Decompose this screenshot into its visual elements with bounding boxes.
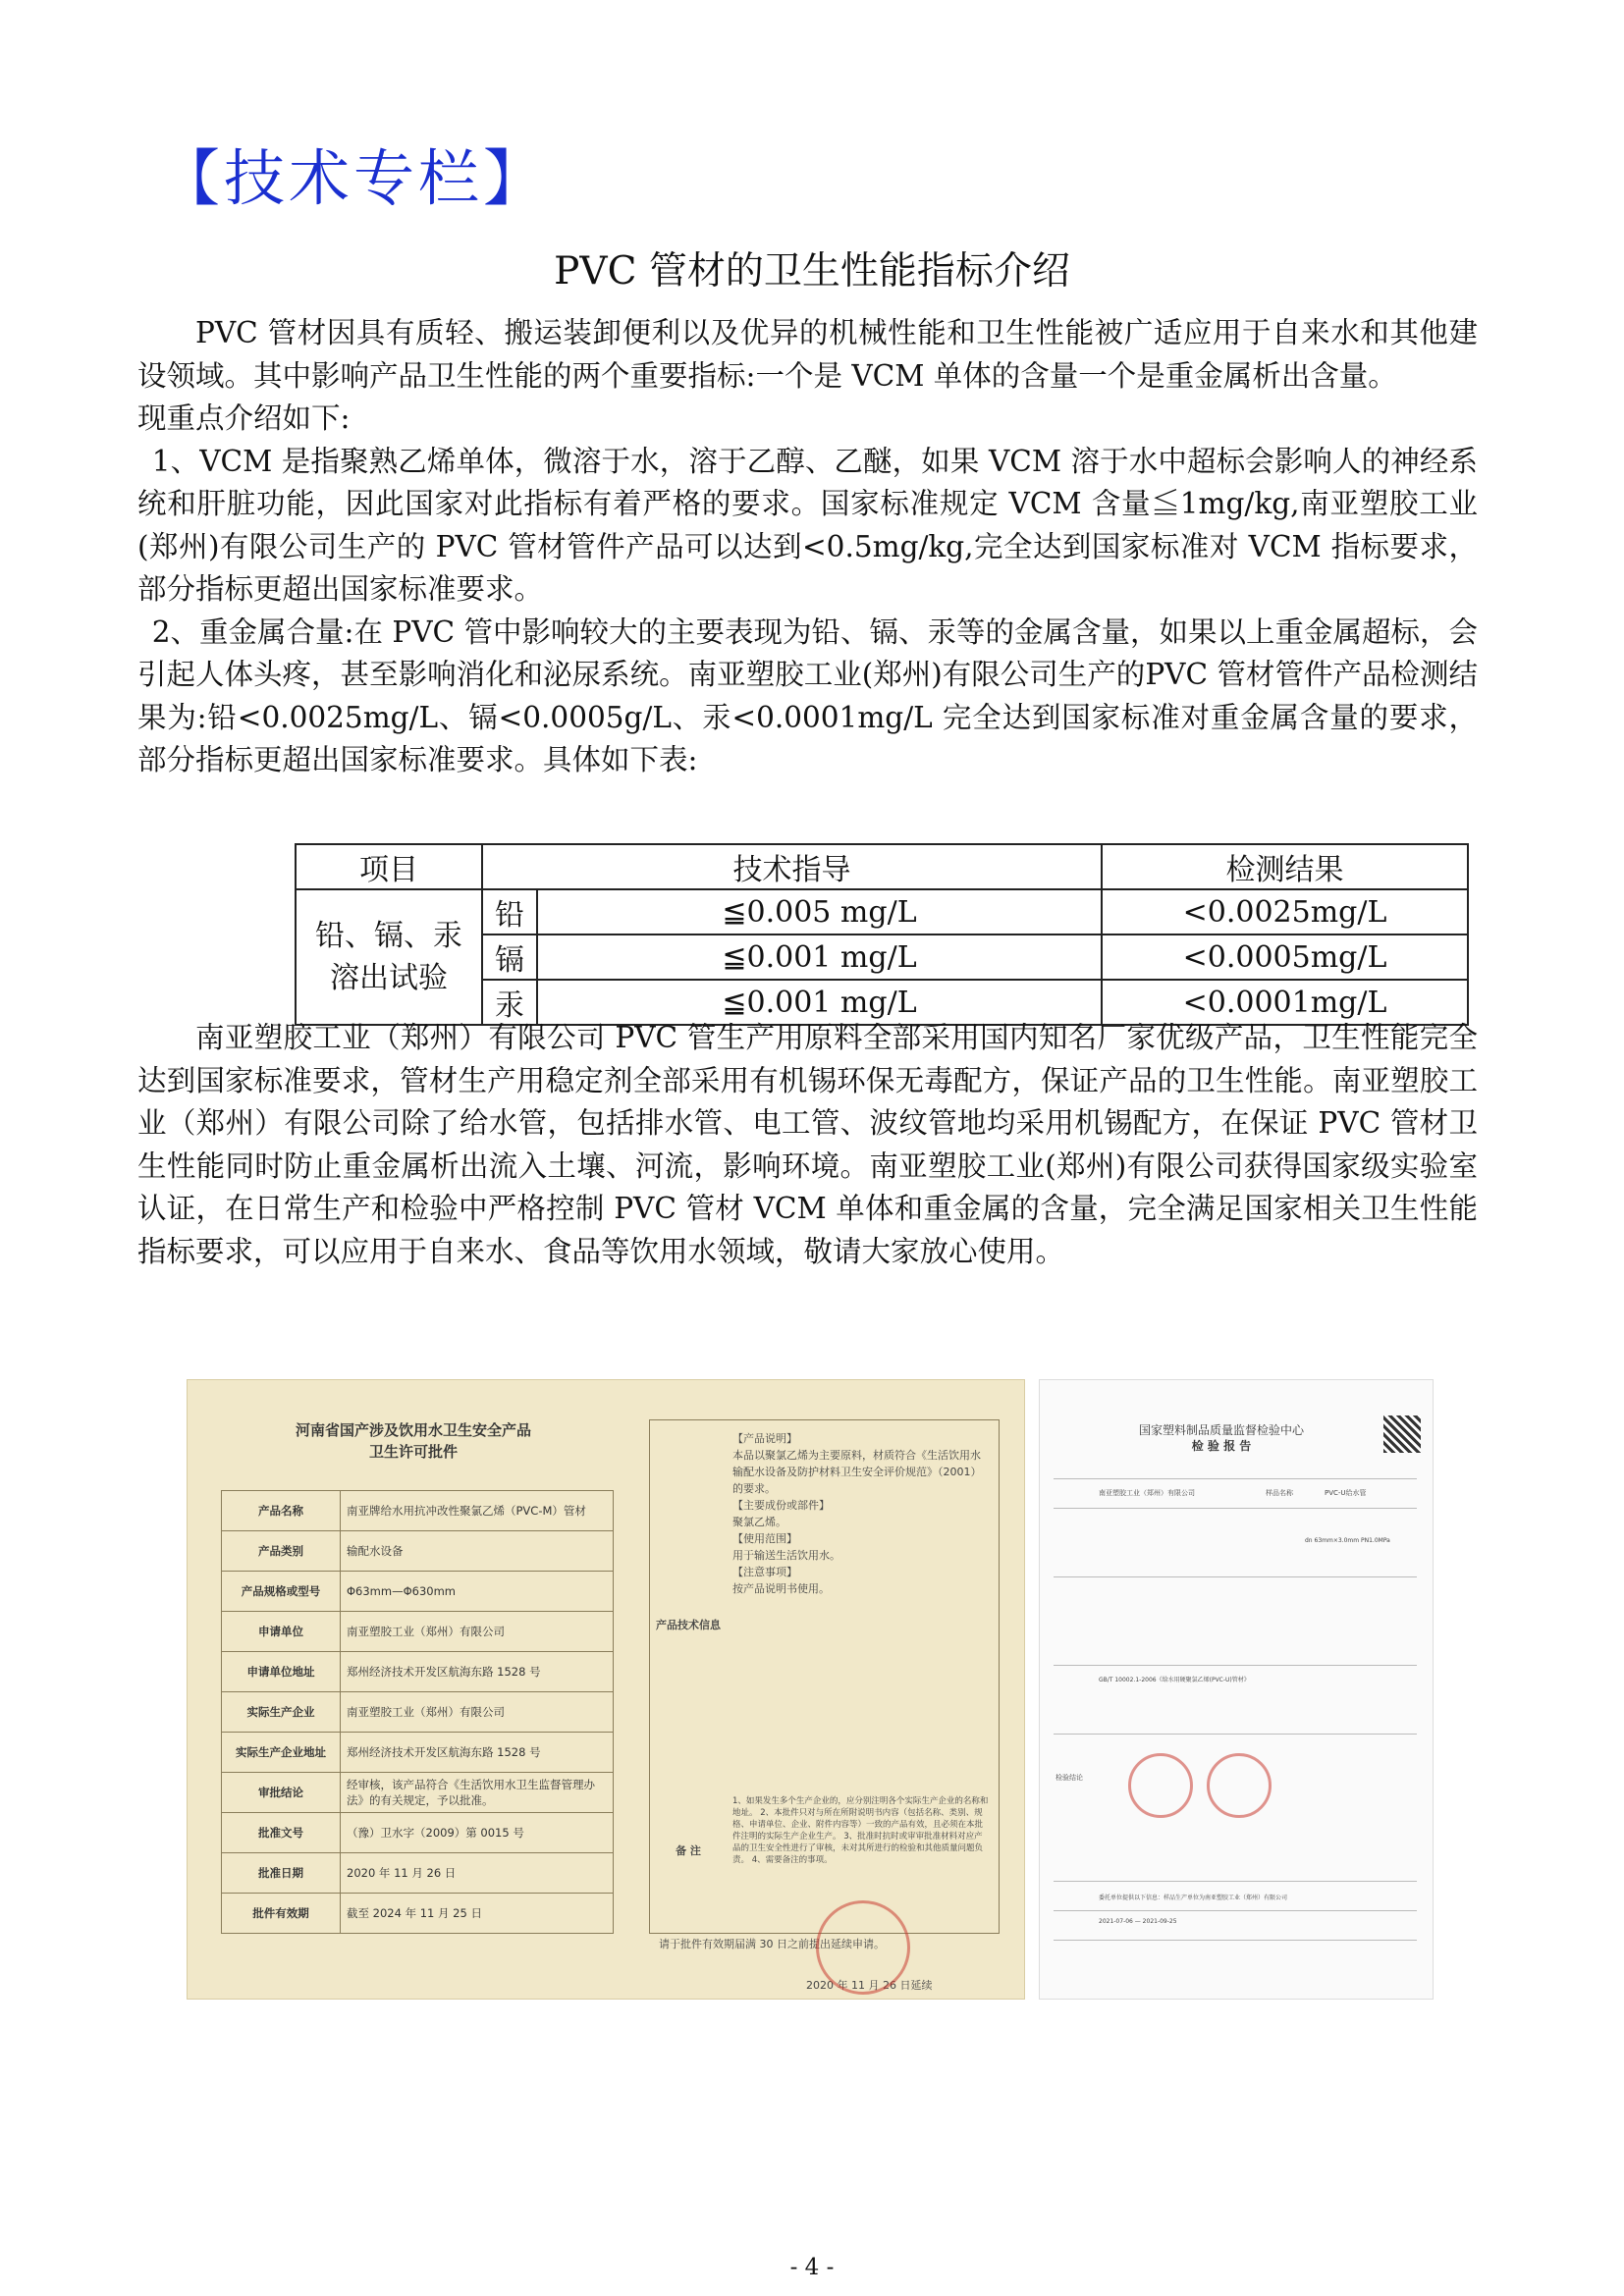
table-standard-cell: ≦0.001 mg/L bbox=[537, 934, 1102, 980]
divider bbox=[1054, 1508, 1417, 1509]
table-group-label-line2: 溶出试验 bbox=[330, 961, 448, 995]
table-group-label-line1: 铅、镉、汞 bbox=[315, 919, 462, 953]
license-info-lines bbox=[732, 1430, 990, 1597]
table-group-cell bbox=[296, 889, 482, 1025]
table-result-cell: <0.0005mg/L bbox=[1102, 934, 1468, 980]
red-seal-icon bbox=[816, 1900, 910, 1995]
license-field-key: 实际生产企业 bbox=[222, 1692, 341, 1733]
table-header-standard: 技术指导 bbox=[482, 844, 1102, 889]
license-info-line: 聚氯乙烯。 bbox=[732, 1516, 786, 1528]
table-element-cell: 镉 bbox=[482, 934, 537, 980]
license-remark-text: 1、如果发生多个生产企业的，应分别注明各个实际生产企业的名称和地址。 2、本批件只对与所在所附说明书内容（包括名称、类别、规格、申请单位、企业、附件内容等）一致的产品有效，且必须在本批件注明的实际生产企业生产。 3、批准时抗时或审审批准材料对应产品的卫生安全性进行了审核，未对其所进行的检验和其他质量问题负责。 4、需要备注的事项。 bbox=[732, 1796, 989, 1865]
license-info-line: 【注意事项】 bbox=[732, 1566, 797, 1578]
license-field-key: 产品规格或型号 bbox=[222, 1572, 341, 1612]
table-element-cell: 汞 bbox=[482, 980, 537, 1025]
license-field-value: 郑州经济技术开发区航海东路 1528 号 bbox=[341, 1733, 614, 1773]
license-field-key: 实际生产企业地址 bbox=[222, 1733, 341, 1773]
license-info-line: 按产品说明书使用。 bbox=[732, 1582, 830, 1595]
license-field-key: 批准文号 bbox=[222, 1813, 341, 1853]
license-info-label: 产品技术信息 bbox=[656, 1619, 721, 1631]
article-title: PVC 管材的卫生性能指标介绍 bbox=[554, 249, 1070, 294]
table-row bbox=[222, 1813, 614, 1853]
license-title-line2: 卫生许可批件 bbox=[368, 1443, 458, 1461]
divider bbox=[1054, 1478, 1417, 1479]
report-title: 检 验 报 告 bbox=[1191, 1439, 1252, 1453]
license-info-line: 本品以聚氯乙烯为主要原料，材质符合《生活饮用水输配水设备及防护材料卫生安全评价规范》（2001）的要求。 bbox=[732, 1449, 982, 1495]
red-seal-icon bbox=[1128, 1753, 1193, 1818]
table-element-cell: 铅 bbox=[482, 889, 537, 934]
license-field-key: 审批结论 bbox=[222, 1773, 341, 1813]
table-standard-cell: ≦0.005 mg/L bbox=[537, 889, 1102, 934]
table-header-row bbox=[296, 844, 1468, 889]
license-info-line: 【使用范围】 bbox=[732, 1532, 797, 1545]
license-field-value: 输配水设备 bbox=[341, 1531, 614, 1572]
divider bbox=[1054, 1734, 1417, 1735]
inspection-report bbox=[1039, 1379, 1434, 2000]
license-info-line: 用于输送生活饮用水。 bbox=[732, 1549, 840, 1562]
column-header: 【技术专栏】 bbox=[159, 142, 549, 214]
license-field-value: 南亚牌给水用抗冲改性聚氯乙烯（PVC-M）管材 bbox=[341, 1491, 614, 1531]
license-field-key: 批件有效期 bbox=[222, 1894, 341, 1934]
license-field-table bbox=[221, 1490, 614, 1934]
license-field-key: 产品名称 bbox=[222, 1491, 341, 1531]
table-row bbox=[222, 1652, 614, 1692]
license-field-value: 南亚塑胶工业（郑州）有限公司 bbox=[341, 1612, 614, 1652]
report-standard: GB/T 10002.1-2006《给水用硬聚氯乙烯(PVC-U)管材》 bbox=[1099, 1677, 1250, 1683]
page-number: - 4 - bbox=[789, 2255, 835, 2280]
report-remark: 委托单位提供以下信息：样品生产单位为南亚塑胶工业（郑州）有限公司 bbox=[1099, 1895, 1288, 1901]
license-info-line: 【产品说明】 bbox=[732, 1432, 797, 1445]
license-remark-label: 备 注 bbox=[676, 1844, 701, 1857]
divider bbox=[1054, 1940, 1417, 1941]
article-body-top bbox=[137, 312, 1478, 782]
divider bbox=[1054, 1576, 1417, 1577]
article-body-bottom bbox=[137, 1017, 1478, 1273]
heavy-metal-table bbox=[295, 843, 1469, 1026]
table-row bbox=[296, 889, 1468, 934]
point-vcm-paragraph: 1、VCM 是指聚熟乙烯单体，微溶于水，溶于乙醇、乙醚，如果 VCM 溶于水中超标会影响人的神经系统和肝脏功能，因此国家对此指标有着严格的要求。国家标准规定 VCM 含量≦1mg/kg,南亚塑胶工业(郑州)有限公司生产的 PVC 管材管件产品可以达到<0.5mg/kg,完全达到国家标准对 VCM 指标要求，部分指标更超出国家标准要求。 bbox=[137, 444, 1478, 606]
table-row bbox=[222, 1894, 614, 1934]
divider bbox=[1054, 1881, 1417, 1882]
report-client: 南亚塑胶工业（郑州）有限公司 bbox=[1099, 1489, 1195, 1497]
report-org: 国家塑料制品质量监督检验中心 bbox=[1138, 1423, 1304, 1437]
license-field-value: 截至 2024 年 11 月 25 日 bbox=[341, 1894, 614, 1934]
table-row bbox=[222, 1531, 614, 1572]
license-field-key: 产品类别 bbox=[222, 1531, 341, 1572]
table-row bbox=[222, 1612, 614, 1652]
table-result-cell: <0.0025mg/L bbox=[1102, 889, 1468, 934]
table-header-item: 项目 bbox=[296, 844, 482, 889]
report-product-label: 样品名称 bbox=[1266, 1489, 1293, 1497]
divider bbox=[1054, 1910, 1417, 1911]
table-header-result: 检测结果 bbox=[1102, 844, 1468, 889]
table-row bbox=[222, 1773, 614, 1813]
point-heavy-metal-paragraph: 2、重金属合量:在 PVC 管中影响较大的主要表现为铅、镉、汞等的金属含量，如果以上重金属超标，会引起人体头疼，甚至影响消化和泌尿系统。南亚塑胶工业(郑州)有限公司生产的PVC 管材管件产品检测结果为:铅<0.0025mg/L、镉<0.0005g/L、汞<0.0001mg/L 完全达到国家标准对重金属含量的要求，部分指标更超出国家标准要求。具体如下表: bbox=[137, 614, 1478, 776]
report-product-value: PVC-U给水管 bbox=[1325, 1489, 1367, 1497]
license-field-value: 郑州经济技术开发区航海东路 1528 号 bbox=[341, 1652, 614, 1692]
license-field-value: 2020 年 11 月 26 日 bbox=[341, 1853, 614, 1894]
divider bbox=[1054, 1665, 1417, 1666]
qr-code-icon bbox=[1383, 1415, 1421, 1453]
intro-paragraph: PVC 管材因具有质轻、搬运装卸便利以及优异的机械性能和卫生性能被广适应用于自来水和其他建设领域。其中影响产品卫生性能的两个重要指标:一个是 VCM 单体的含量一个是重金属析出含量。 bbox=[137, 316, 1478, 393]
license-field-value: （豫）卫水字（2009）第 0015 号 bbox=[341, 1813, 614, 1853]
license-field-key: 批准日期 bbox=[222, 1853, 341, 1894]
report-dates: 2021-07-06 — 2021-09-25 bbox=[1099, 1918, 1177, 1925]
table-standard-cell: ≦0.001 mg/L bbox=[537, 980, 1102, 1025]
license-field-key: 申请单位地址 bbox=[222, 1652, 341, 1692]
table-row bbox=[222, 1733, 614, 1773]
license-info-line: 【主要成份或部件】 bbox=[732, 1499, 830, 1512]
table-result-cell: <0.0001mg/L bbox=[1102, 980, 1468, 1025]
license-info-panel bbox=[649, 1419, 1000, 1934]
license-footer-date: 2020 年 11 月 26 日延续 bbox=[806, 1979, 933, 1992]
table-row bbox=[222, 1572, 614, 1612]
license-field-value: 经审核，该产品符合《生活饮用水卫生监督管理办法》的有关规定，予以批准。 bbox=[341, 1773, 614, 1813]
lead-paragraph: 现重点介绍如下: bbox=[137, 401, 351, 435]
closing-paragraph: 南亚塑胶工业（郑州）有限公司 PVC 管生产用原料全部采用国内知名厂家优级产品，卫生性能完全达到国家标准要求，管材生产用稳定剂全部采用有机锡环保无毒配方，保证产品的卫生性能。南亚塑胶工业（郑州）有限公司除了给水管，包括排水管、电工管、波纹管地均采用机锡配方，在保证 PVC 管材卫生性能同时防止重金属析出流入土壤、河流，影响环境。南亚塑胶工业(郑州)有限公司获得国家级实验室认证，在日常生产和检验中严格控制 PVC 管材 VCM 单体和重金属的含量，完全满足国家相关卫生性能指标要求，可以应用于自来水、食品等饮用水领域，敬请大家放心使用。 bbox=[137, 1021, 1478, 1268]
license-footer-note: 请于批件有效期届满 30 日之前提出延续申请。 bbox=[659, 1938, 885, 1950]
table-row bbox=[222, 1692, 614, 1733]
report-conclusion-label: 检验结论 bbox=[1056, 1774, 1083, 1782]
table-row bbox=[222, 1853, 614, 1894]
license-field-value: 南亚塑胶工业（郑州）有限公司 bbox=[341, 1692, 614, 1733]
red-seal-icon bbox=[1207, 1753, 1272, 1818]
report-spec: dn 63mm×3.0mm PN1.0MPa bbox=[1305, 1537, 1390, 1544]
license-title-line1: 河南省国产涉及饮用水卫生安全产品 bbox=[295, 1421, 531, 1439]
table-row bbox=[222, 1491, 614, 1531]
license-field-value: Φ63mm—Φ630mm bbox=[341, 1572, 614, 1612]
hygiene-license-certificate bbox=[187, 1379, 1025, 2000]
license-field-key: 申请单位 bbox=[222, 1612, 341, 1652]
